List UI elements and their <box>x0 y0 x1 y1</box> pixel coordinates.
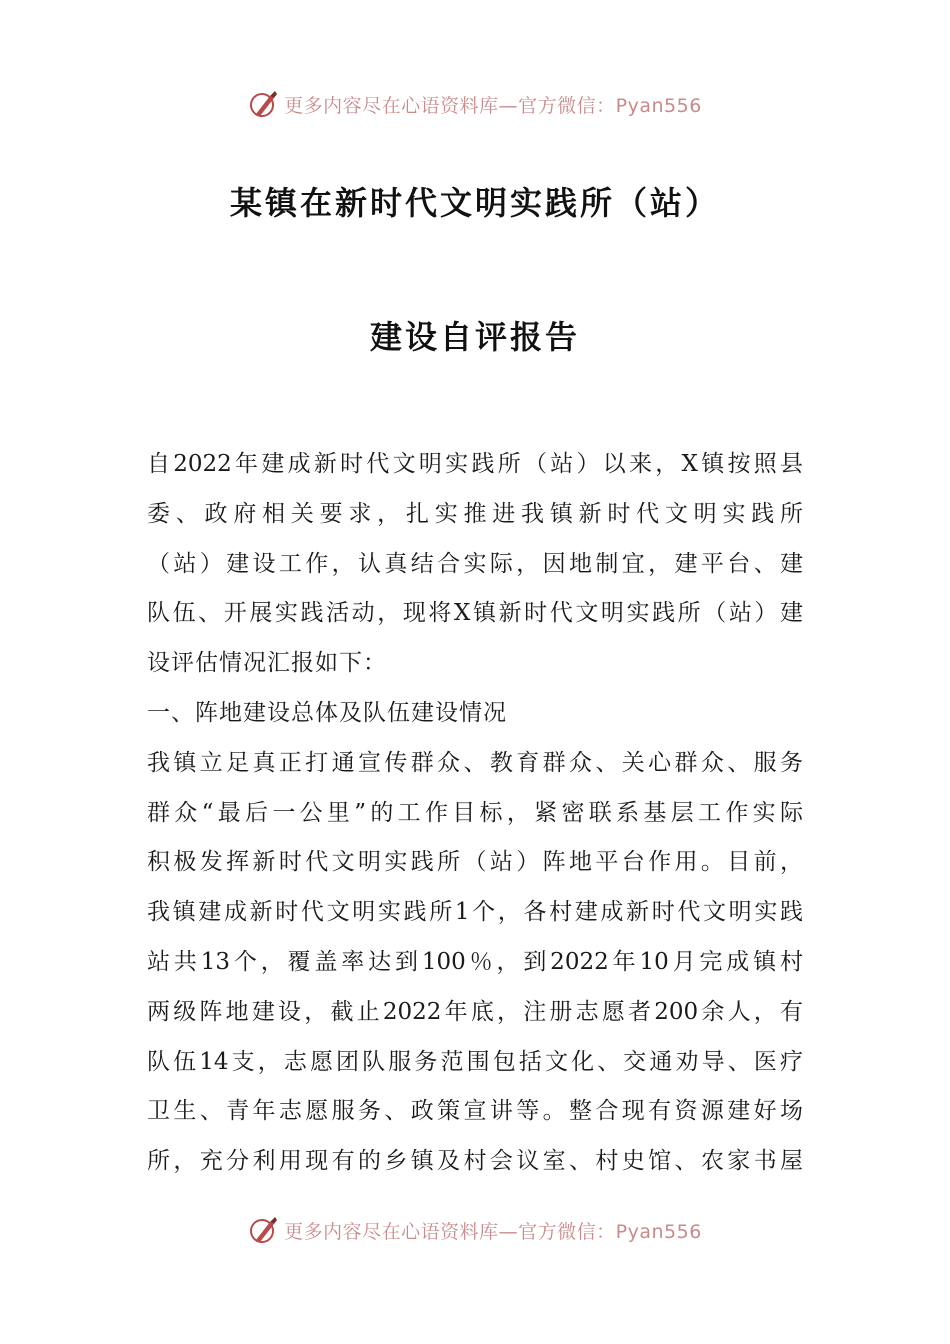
body-line: 队伍、开展实践活动，现将X镇新时代文明实践所（站）建 <box>147 600 803 627</box>
body-line: （站）建设工作，认真结合实际，因地制宜，建平台、建 <box>147 550 803 577</box>
pen-logo-icon <box>248 88 280 120</box>
body-line: 所，充分利用现有的乡镇及村会议室、村史馆、农家书屋 <box>147 1148 803 1175</box>
watermark-text: 更多内容尽在心语资料库—官方微信：Pyan556 <box>284 94 702 117</box>
header-watermark-banner <box>0 84 950 124</box>
body-line: 站共13个，覆盖率达到100％，到2022年10月完成镇村 <box>147 948 803 975</box>
document-title-line-2: 建设自评报告 <box>369 318 580 356</box>
section-heading: 一、阵地建设总体及队伍建设情况 <box>147 699 507 726</box>
footer-watermark-banner <box>0 1210 950 1250</box>
body-line: 我镇建成新时代文明实践所1个，各村建成新时代文明实践 <box>147 899 803 926</box>
body-line: 卫生、青年志愿服务、政策宣讲等。整合现有资源建好场 <box>147 1098 803 1125</box>
watermark-text: 更多内容尽在心语资料库—官方微信：Pyan556 <box>284 1220 702 1243</box>
document-title-line-1: 某镇在新时代文明实践所（站） <box>229 184 720 222</box>
body-line: 积极发挥新时代文明实践所（站）阵地平台作用。目前， <box>147 849 803 876</box>
body-line: 设评估情况汇报如下： <box>147 650 387 677</box>
body-line: 我镇立足真正打通宣传群众、教育群众、关心群众、服务 <box>147 749 803 776</box>
document-body <box>147 440 803 1187</box>
body-line: 委、政府相关要求，扎实推进我镇新时代文明实践所 <box>147 500 803 527</box>
body-line: 群众“最后一公里”的工作目标，紧密联系基层工作实际 <box>147 799 803 826</box>
body-line: 队伍14支，志愿团队服务范围包括文化、交通劝导、医疗 <box>147 1048 803 1075</box>
body-line: 自2022年建成新时代文明实践所（站）以来，X镇按照县 <box>147 451 803 477</box>
body-line: 两级阵地建设，截止2022年底，注册志愿者200余人，有 <box>147 998 803 1025</box>
pen-logo-icon <box>248 1214 280 1246</box>
